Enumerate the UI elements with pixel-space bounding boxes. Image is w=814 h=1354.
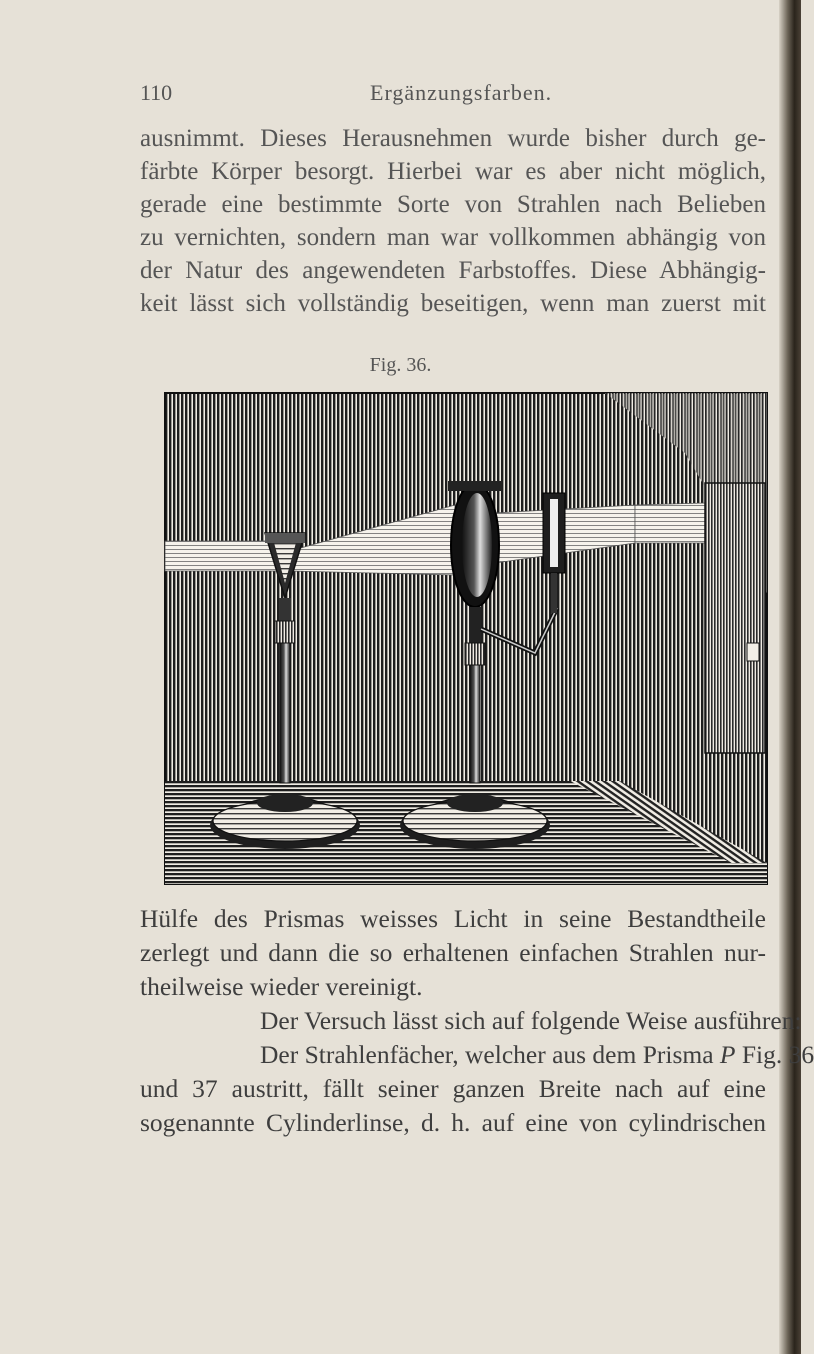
figure-illustration xyxy=(165,393,767,884)
text-line: und 37 austritt, fällt seiner ganzen Breite nach auf eine xyxy=(140,1074,766,1103)
text-line: Hülfe des Prismas weisses Licht in seine Bestandtheile xyxy=(140,904,766,933)
text-line: ausnimmt. Dieses Herausnehmen wurde bisher durch ge- xyxy=(140,125,766,152)
text-line: Der Strahlenfächer, welcher aus dem Prisma P Fig. 36 xyxy=(260,1040,814,1069)
text-line: färbte Körper besorgt. Hierbei war es aber nicht möglich, xyxy=(140,158,766,185)
text-line: zerlegt und dann die so erhaltenen einfachen Strahlen nur- xyxy=(140,938,766,967)
projection-screen xyxy=(705,483,765,753)
text-line: theilweise wieder vereinigt. xyxy=(140,972,423,1001)
engraving-illustration xyxy=(165,393,767,884)
page-header xyxy=(140,80,760,110)
text-line: der Natur des angewendeten Farbstoffes. Diese Abhängig- xyxy=(140,257,766,284)
text-line: Der Versuch lässt sich auf folgende Weise ausführen: xyxy=(260,1006,802,1035)
paragraph-top xyxy=(140,122,766,320)
text-line: sogenannte Cylinderlinse, d. h. auf eine von cylindrischen xyxy=(140,1108,766,1137)
light-beam-incoming xyxy=(165,541,280,571)
text-line: zu vernichten, sondern man war vollkommen abhängig von xyxy=(140,224,766,251)
paragraph-bottom xyxy=(140,902,814,1140)
page-number: 110 xyxy=(140,80,173,105)
figure-caption: Fig. 36. xyxy=(369,354,432,376)
running-head: Ergänzungsfarben. xyxy=(370,80,553,105)
text-line: keit lässt sich vollständig beseitigen, wenn man zuerst mit xyxy=(140,290,766,317)
book-page-edge xyxy=(779,0,801,1354)
text-line: gerade eine bestimmte Sorte von Strahlen nach Belieben xyxy=(140,191,766,218)
